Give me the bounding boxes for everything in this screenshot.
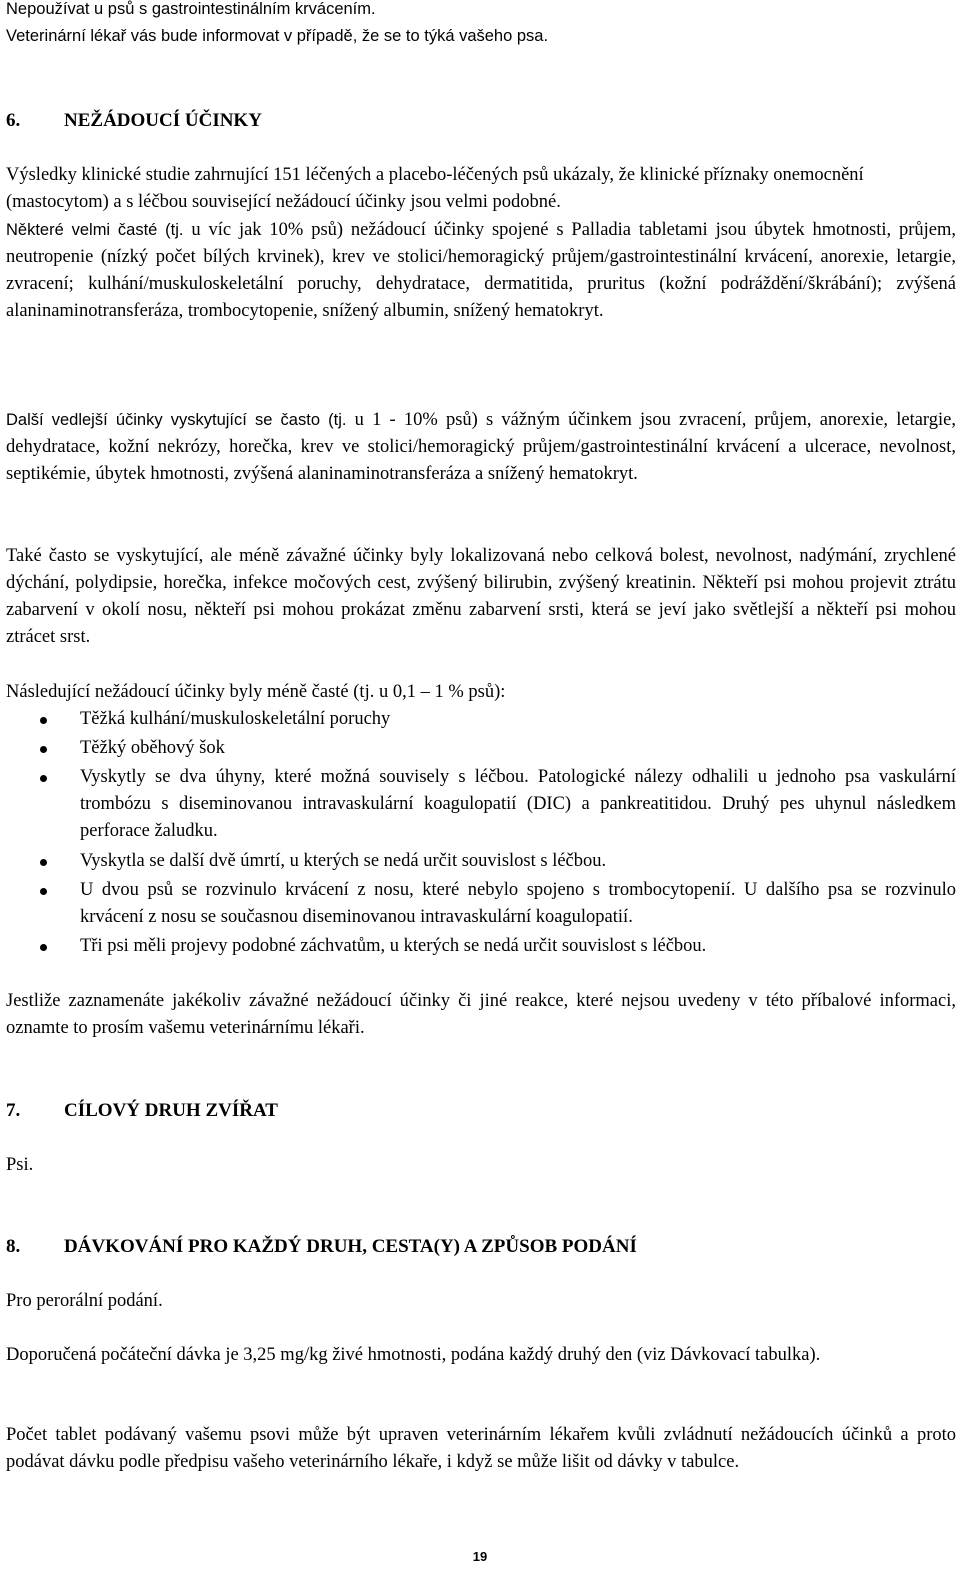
paragraph-2-lead: Některé velmi časté (tj.: [6, 221, 184, 239]
section-8-paragraph-1: Pro perorální podání.: [6, 1291, 163, 1311]
section-8-number: 8.: [6, 1236, 21, 1257]
bullet-icon: [40, 944, 47, 951]
section-7-text: Psi.: [6, 1155, 34, 1175]
list-item: Těžký oběhový šok: [0, 735, 956, 762]
intro-text: [6, 0, 956, 50]
section-8-paragraph-2: Doporučená počáteční dávka je 3,25 mg/kg živé hmotnosti, podána každý druhý den (viz Dávkovací tabulka).: [6, 1345, 821, 1365]
bullet-icon: [40, 888, 47, 895]
list-item: U dvou psů se rozvinulo krvácení z nosu, které nebylo spojeno s trombocytopenií. U dalšího psa se rozvinulo krvácení z nosu se současnou diseminovanou intravaskulární koagulopatií.: [0, 877, 956, 931]
section-6-heading: [6, 107, 262, 134]
section-6-paragraph-1: Výsledky klinické studie zahrnující 151 léčených a placebo-léčených psů ukázaly, že klinické příznaky onemocnění (mastocytom) a s léčbou související nežádoucí účinky jsou velmi podobné.: [6, 165, 864, 212]
paragraph-2-body: u víc jak 10% psů) nežádoucí účinky spojené s Palladia tabletami jsou úbytek hmotnosti, průjem, neutropenie (nízký počet bílých krvinek), krev ve stolici/hemoragický průjem/gastrointestinální krvácení, anorexie, letargie, zvracení; kulhání/muskuloskeletální poruchy, dehydratace, dermatitida, pruritus (kožní podráždění/škrábání); zvýšená alaninaminotransferáza, trombocytopenie, snížený albumin, snížený hematokryt.: [6, 220, 957, 321]
paragraph-3-lead: Další vedlejší účinky vyskytující se často (tj.: [6, 411, 347, 429]
section-8-paragraph-3: Počet tablet podávaný vašemu psovi může být upraven veterinárním lékařem kvůli zvládnutí nežádoucích účinků a proto podávat dávku podle předpisu vašeho veterinárního lékaře, i když se může lišit od dávky v tabulce.: [6, 1425, 956, 1472]
section-8-title: DÁVKOVÁNÍ PRO KAŽDÝ DRUH, CESTA(Y) A ZPŮSOB PODÁNÍ: [64, 1236, 637, 1257]
bullet-icon: [40, 746, 47, 753]
section-6-paragraph-3: [6, 407, 956, 488]
paragraph-3-body: u 1 - 10% psů) s vážným účinkem jsou zvracení, průjem, anorexie, letargie, dehydratace, kožní nekrózy, horečka, krev ve stolici/hemoragický průjem/gastrointestinální krvácení a ulcerace, nevolnost, septikémie, úbytek hmotnosti, zvýšená alaninaminotransferáza a snížený hematokryt.: [6, 410, 956, 484]
section-7-title: CÍLOVÝ DRUH ZVÍŘAT: [64, 1100, 278, 1121]
section-8-heading: [6, 1233, 637, 1260]
list-item: Těžká kulhání/muskuloskeletální poruchy: [0, 706, 956, 733]
section-7-number: 7.: [6, 1100, 21, 1121]
intro-line-2: Veterinární lékař vás bude informovat v případě, že se to týká vašeho psa.: [6, 27, 549, 45]
section-6-title: NEŽÁDOUCÍ ÚČINKY: [64, 110, 262, 131]
page-number: 19: [472, 1549, 488, 1564]
bullet-icon: [40, 717, 47, 724]
section-6-paragraph-2: [6, 217, 956, 325]
section-7-heading: [6, 1097, 278, 1124]
list-item: Tři psi měli projevy podobné záchvatům, u kterých se nedá určit souvislost s léčbou.: [0, 933, 956, 960]
section-6-paragraph-5: Následující nežádoucí účinky byly méně časté (tj. u 0,1 – 1 % psů):: [6, 682, 506, 702]
list-item: Vyskytly se dva úhyny, které možná souvisely s léčbou. Patologické nálezy odhalili u jednoho psa vaskulární trombózu s diseminovanou intravaskulární koagulopatií (DIC) a pankreatitidou. Druhý pes uhynul následkem perforace žaludku.: [0, 764, 956, 845]
section-6-paragraph-4: Také často se vyskytující, ale méně závažné účinky byly lokalizovaná nebo celková bolest, nevolnost, nadýmání, zrychlené dýchání, polydipsie, horečka, infekce močových cest, zvýšený bilirubin, zvýšený kreatinin. Někteří psi mohou projevit ztrátu zabarvení v okolí nosu, někteří psi mohou prokázat změnu zabarvení srsti, která se jeví jako světlejší a někteří psi mohou ztrácet srst.: [6, 546, 956, 647]
intro-line-1: Nepoužívat u psů s gastrointestinálním krvácením.: [6, 0, 376, 18]
section-6-number: 6.: [6, 110, 21, 131]
section-6-paragraph-6: Jestliže zaznamenáte jakékoliv závažné nežádoucí účinky či jiné reakce, které nejsou uvedeny v této příbalové informaci, oznamte to prosím vašemu veterinárnímu lékaři.: [6, 991, 956, 1038]
bullet-icon: [40, 859, 47, 866]
bullet-icon: [40, 775, 47, 782]
list-item: Vyskytla se další dvě úmrtí, u kterých se nedá určit souvislost s léčbou.: [0, 848, 956, 875]
